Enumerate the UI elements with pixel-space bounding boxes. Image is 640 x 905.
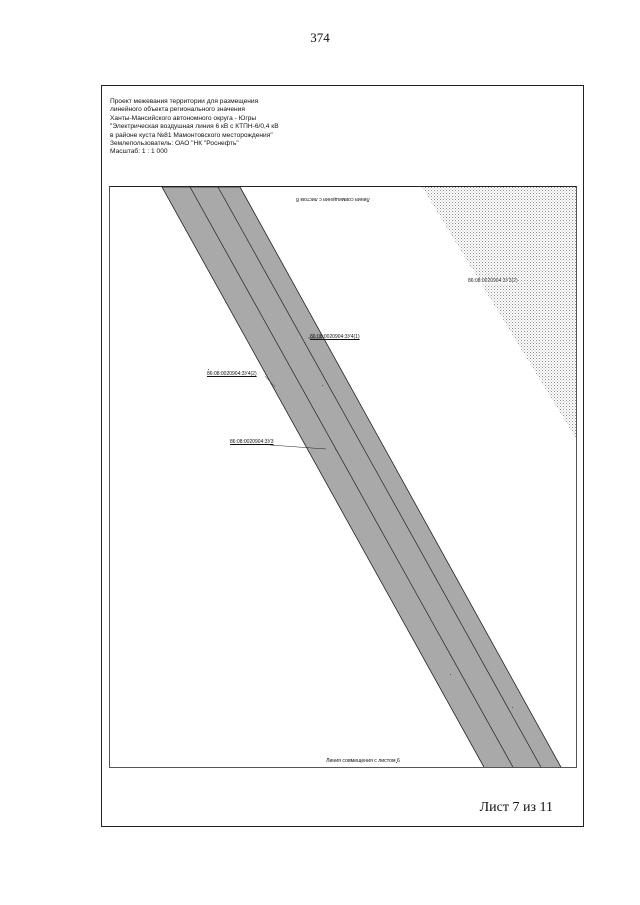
title-block xyxy=(110,98,279,157)
page-number: 374 xyxy=(310,30,330,45)
parcel-label-1: 86:08:0020904:3У4(1) xyxy=(310,334,360,340)
title-line-2: линейного объекта регионального значения xyxy=(110,106,245,114)
landowner-line: Землепользователь: ОАО "НК "Роснефть" xyxy=(110,140,239,148)
sheet-number: Лист 7 из 11 xyxy=(479,800,553,815)
map-frame xyxy=(109,186,577,768)
hatched-area xyxy=(422,187,577,442)
parcel-label-3: 86:08:0020904:3У3 xyxy=(230,439,274,445)
parcel-label-4: 86:08:0020904:3У3(2) xyxy=(468,278,518,284)
title-line-5: в районе куста №81 Мамонтовского месторождения" xyxy=(110,131,273,139)
match-line-top: Линия совмещения с листом 8 xyxy=(296,196,370,202)
title-line-1: Проект межевания территории для размещения xyxy=(110,98,259,105)
map-sheet xyxy=(101,85,584,827)
title-line-3: Ханты-Мансийского автономного округа - Югры xyxy=(110,114,257,122)
title-line-4: "Электрическая воздушная линия 6 кВ с КТПН-6/0,4 кВ xyxy=(110,123,279,131)
map-drawing xyxy=(110,187,577,768)
parcel-label-2: 86:08:0020904:3У4(2) xyxy=(207,371,257,377)
match-line-bottom: Линия совмещения с листом 6 xyxy=(326,758,400,764)
scale-line: Масштаб: 1 : 1 000 xyxy=(110,148,168,156)
